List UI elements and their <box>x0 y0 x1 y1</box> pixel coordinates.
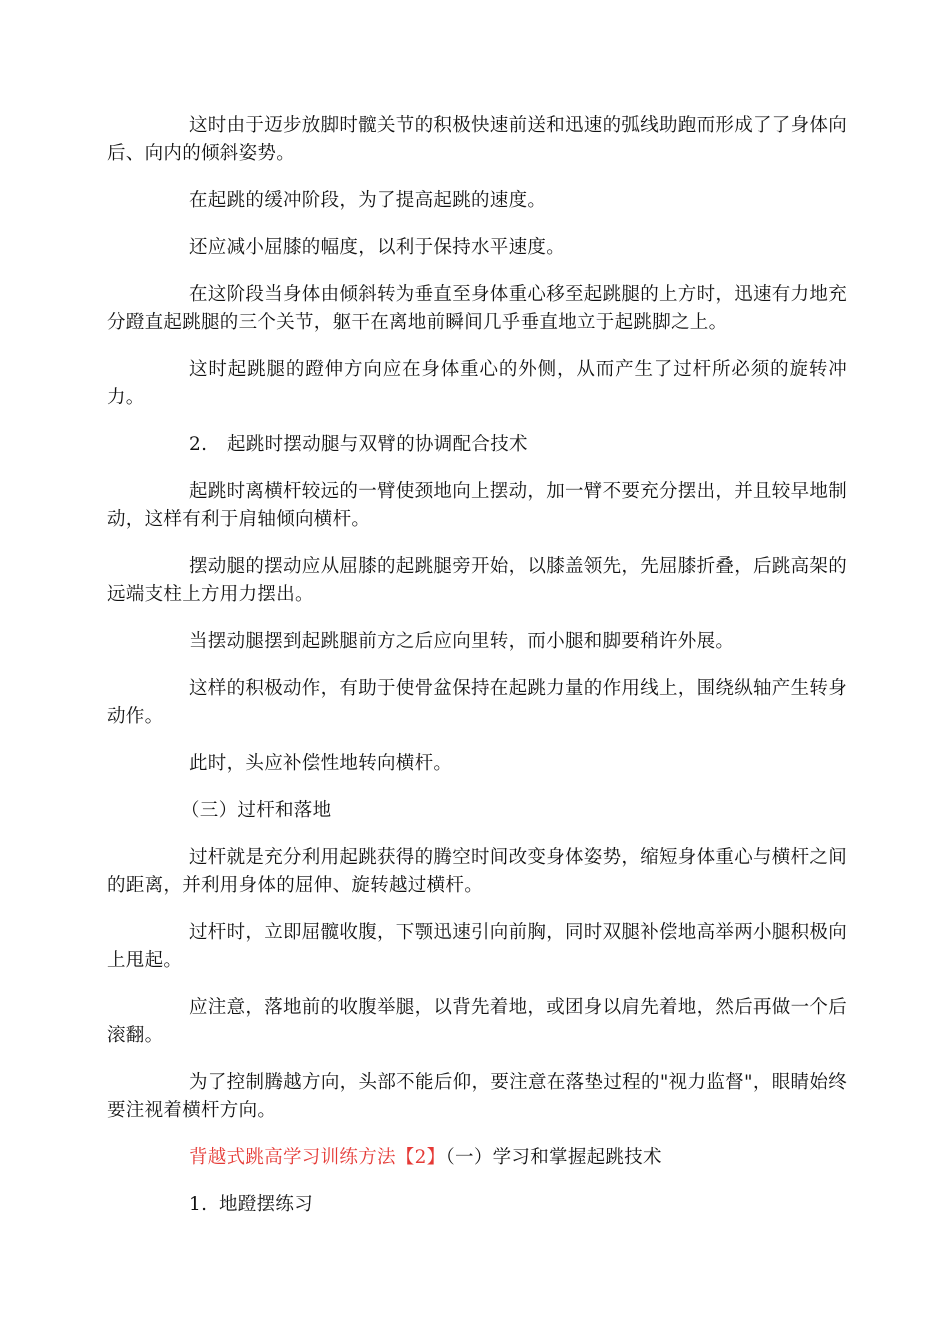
article-link[interactable]: 背越式跳高学习训练方法【2】 <box>189 1147 446 1168</box>
item-heading-1 <box>107 1191 847 1219</box>
section-title: （三）过杆和落地 <box>181 800 332 821</box>
item-number: 1. <box>189 1194 208 1215</box>
paragraph: 还应减小屈膝的幅度，以利于保持水平速度。 <box>189 237 566 258</box>
paragraph: 应注意，落地前的收腹举腿，以背先着地，或团身以肩先着地，然后再做一个后滚翻。 <box>107 997 848 1046</box>
article-link-line <box>107 1144 847 1172</box>
paragraph: 这时由于迈步放脚时髋关节的积极快速前送和迅速的弧线助跑而形成了了身体向后、向内的倾斜姿势。 <box>107 115 848 164</box>
paragraph: 在这阶段当身体由倾斜转为垂直至身体重心移至起跳腿的上方时，迅速有力地充分蹬直起跳腿的三个关节，躯干在离地前瞬间几乎垂直地立于起跳脚之上。 <box>107 284 848 333</box>
paragraph: 在起跳的缓冲阶段，为了提高起跳的速度。 <box>189 190 547 211</box>
document-body <box>107 112 847 1238</box>
paragraph: 这时起跳腿的蹬伸方向应在身体重心的外侧，从而产生了过杆所必须的旋转冲力。 <box>107 359 847 408</box>
section-heading-3 <box>107 797 847 825</box>
article-link-rest: （一）学习和掌握起跳技术 <box>445 1147 662 1168</box>
section-title: 起跳时摆动腿与双臂的协调配合技术 <box>227 434 528 455</box>
section-number: 2. <box>189 434 208 455</box>
paragraph: 这样的积极动作，有助于使骨盆保持在起跳力量的作用线上，围绕纵轴产生转身动作。 <box>107 678 848 727</box>
item-title: 地蹬摆练习 <box>219 1194 314 1215</box>
paragraph: 当摆动腿摆到起跳腿前方之后应向里转，而小腿和脚要稍许外展。 <box>189 631 735 652</box>
section-heading-2 <box>107 431 847 459</box>
paragraph: 起跳时离横杆较远的一臂使颈地向上摆动，加一臂不要充分摆出，并且较早地制动，这样有利于肩轴倾向横杆。 <box>107 481 848 530</box>
paragraph: 摆动腿的摆动应从屈膝的起跳腿旁开始，以膝盖领先，先屈膝折叠，后跳高架的远端支柱上方用力摆出。 <box>107 556 848 605</box>
paragraph: 为了控制腾越方向，头部不能后仰，要注意在落垫过程的"视力监督"，眼睛始终要注视着横杆方向。 <box>107 1072 847 1121</box>
paragraph: 过杆就是充分利用起跳获得的腾空时间改变身体姿势，缩短身体重心与横杆之间的距离，并利用身体的屈伸、旋转越过横杆。 <box>107 847 848 896</box>
paragraph: 此时，头应补偿性地转向横杆。 <box>189 753 453 774</box>
paragraph: 过杆时，立即屈髋收腹，下颚迅速引向前胸，同时双腿补偿地高举两小腿积极向上甩起。 <box>107 922 848 971</box>
